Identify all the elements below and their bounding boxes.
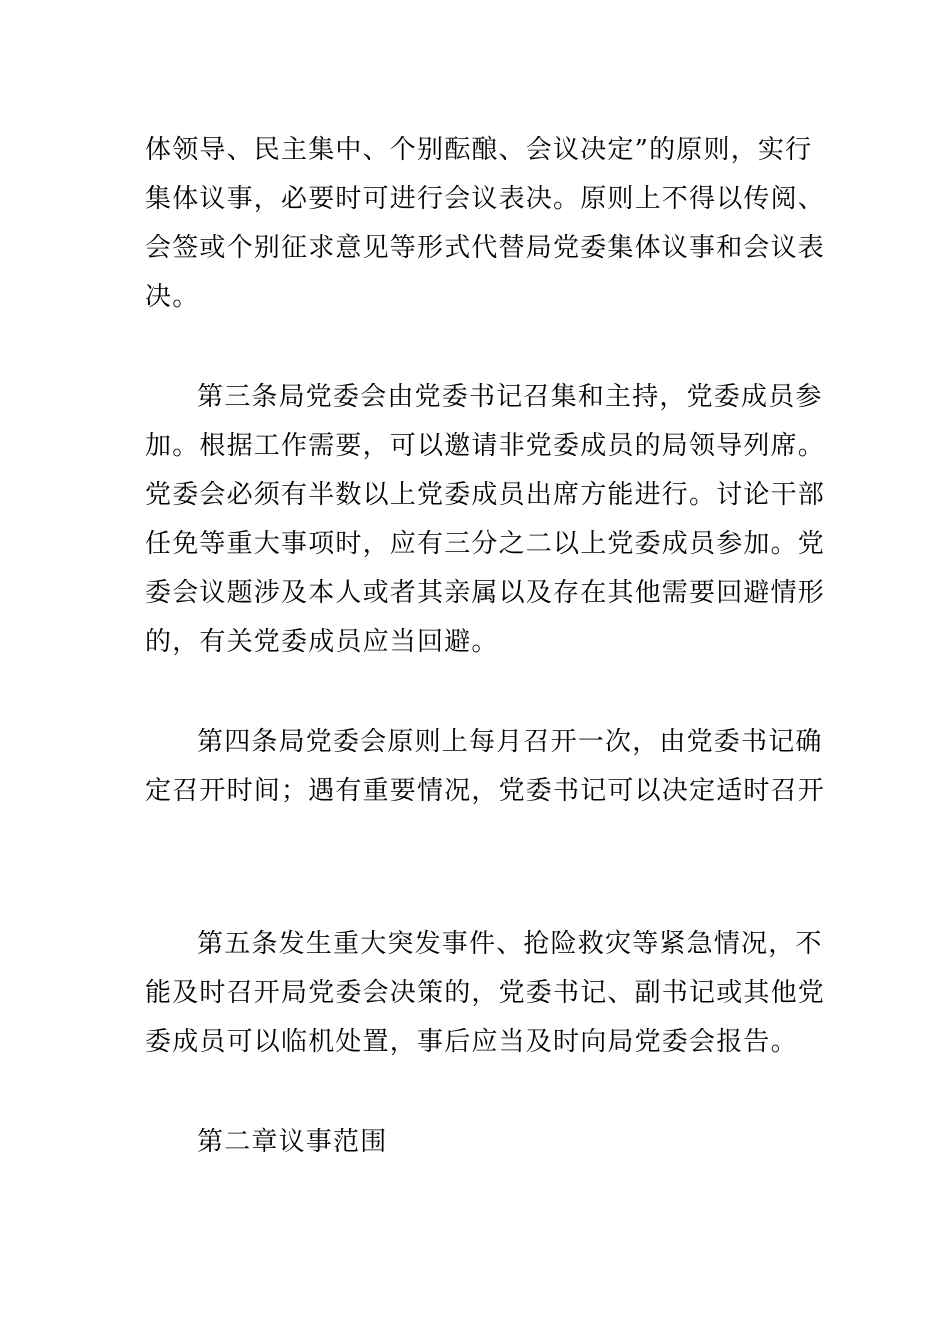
text-line: 任免等重大事项时，应有三分之二以上党委成员参加。党 bbox=[145, 529, 826, 559]
paragraph-article-5 bbox=[145, 920, 826, 1067]
text-line: 能及时召开局党委会决策的，党委书记、副书记或其他党 bbox=[145, 978, 826, 1008]
chapter-heading bbox=[145, 1118, 810, 1167]
text-line: 会签或个别征求意见等形式代替局党委集体议事和会议表 bbox=[145, 233, 826, 263]
paragraph-article-3 bbox=[145, 373, 826, 667]
text-line: 决。 bbox=[145, 282, 200, 312]
text-line: 集体议事，必要时可进行会议表决。原则上不得以传阅、 bbox=[145, 184, 826, 214]
paragraph-collective-decision bbox=[145, 126, 826, 322]
text-line: 定召开时间；遇有重要情况，党委书记可以决定适时召开 bbox=[145, 776, 826, 806]
text-line: 党委会必须有半数以上党委成员出席方能进行。讨论干部 bbox=[145, 480, 826, 510]
chapter-title: 第二章议事范围 bbox=[197, 1127, 388, 1157]
paragraph-article-4 bbox=[145, 718, 826, 816]
text-line: 加。根据工作需要，可以邀请非党委成员的局领导列席。 bbox=[145, 431, 826, 461]
text-line: 委会议题涉及本人或者其亲属以及存在其他需要回避情形 bbox=[145, 578, 826, 608]
text-line: 体领导、民主集中、个别酝酿、会议决定”的原则，实行 bbox=[145, 135, 813, 165]
text-line: 委成员可以临机处置，事后应当及时向局党委会报告。 bbox=[145, 1027, 798, 1057]
text-line: 第五条发生重大突发事件、抢险救灾等紧急情况，不 bbox=[197, 929, 823, 959]
text-line: 第四条局党委会原则上每月召开一次，由党委书记确 bbox=[197, 727, 823, 757]
text-line: 的，有关党委成员应当回避。 bbox=[145, 627, 499, 657]
text-line: 第三条局党委会由党委书记召集和主持，党委成员参 bbox=[197, 382, 823, 412]
